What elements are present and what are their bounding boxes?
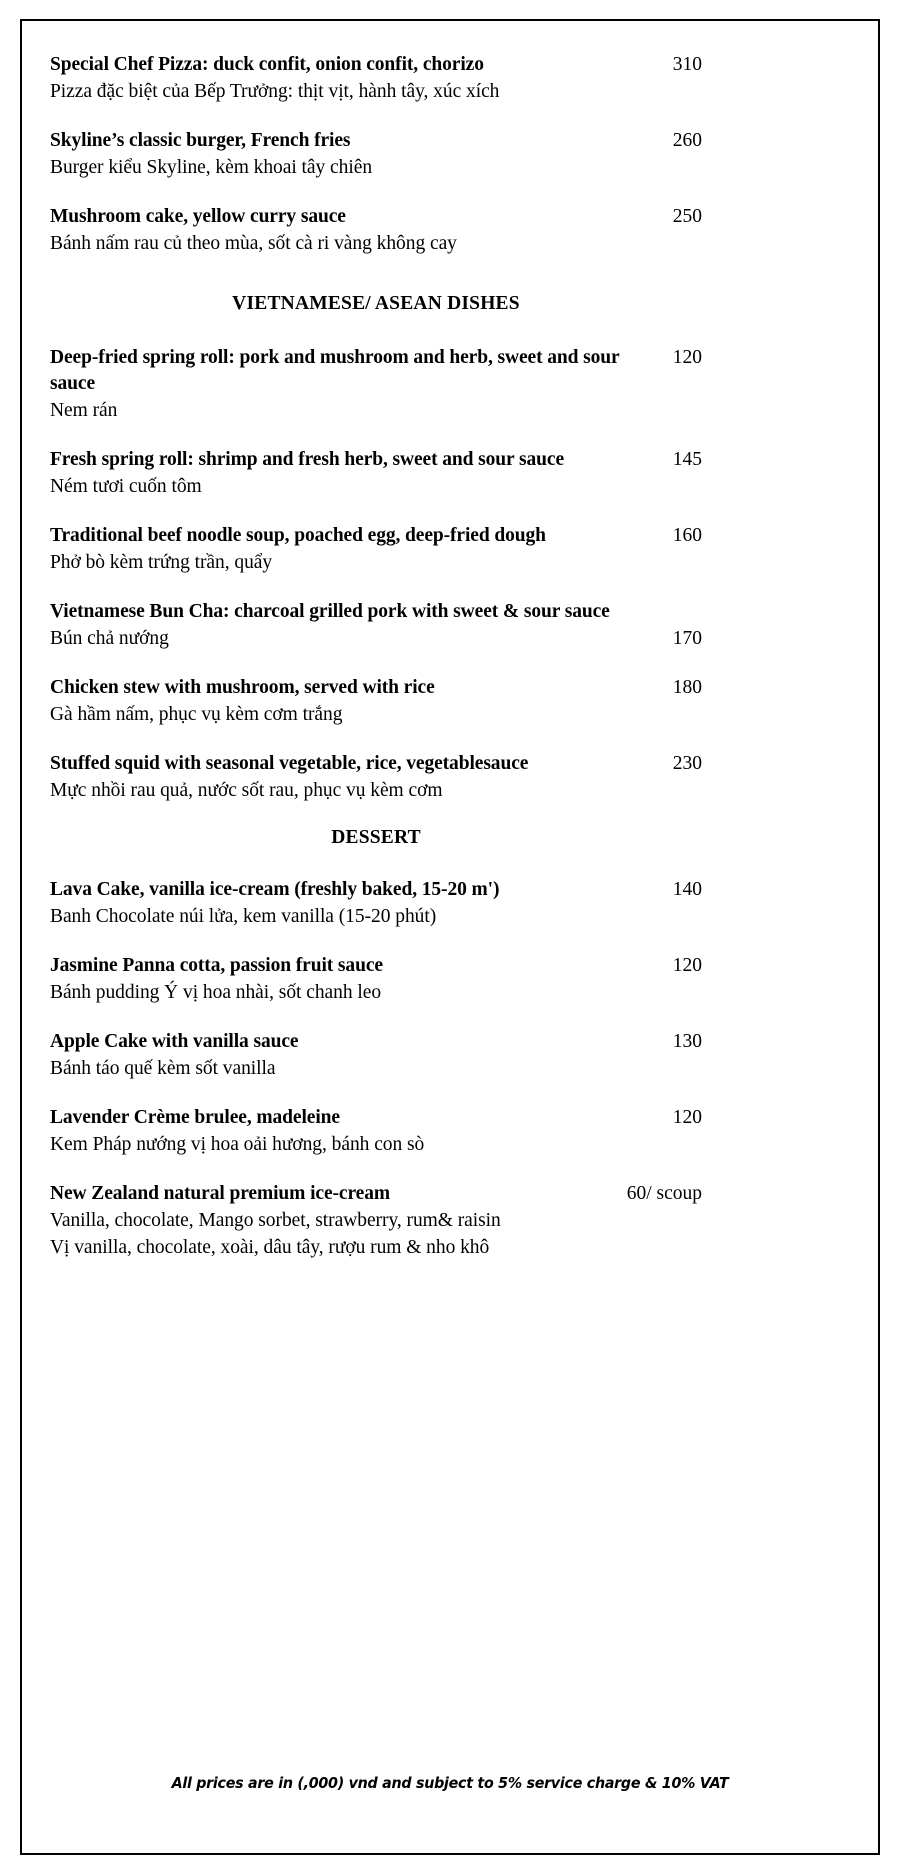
menu-item-description: Banh Chocolate núi lửa, kem vanilla (15-20 phút) bbox=[50, 906, 437, 927]
menu-item bbox=[50, 599, 702, 652]
menu-item-title: Special Chef Pizza: duck confit, onion confit, chorizo bbox=[50, 54, 484, 75]
menu-item-description: Vanilla, chocolate, Mango sorbet, strawberry, rum& raisin bbox=[50, 1210, 501, 1231]
menu-item-price: 250 bbox=[672, 206, 702, 227]
menu-item-title: Vietnamese Bun Cha: charcoal grilled pork with sweet & sour sauce bbox=[50, 601, 610, 622]
menu-item-description: Phở bò kèm trứng trần, quẩy bbox=[50, 552, 273, 573]
menu-item-title: Deep-fried spring roll: pork and mushroom and herb, sweet and sour sauce bbox=[50, 347, 620, 394]
menu-item-title: New Zealand natural premium ice-cream bbox=[50, 1183, 391, 1204]
menu-item-price: 160 bbox=[672, 525, 702, 546]
menu-item-price: 180 bbox=[672, 677, 702, 698]
menu-item bbox=[50, 675, 702, 728]
menu-item-title: Apple Cake with vanilla sauce bbox=[50, 1031, 299, 1052]
menu-item-price: 310 bbox=[672, 54, 702, 75]
menu-item-title-row bbox=[50, 523, 702, 549]
menu-item-price: 120 bbox=[672, 1107, 702, 1128]
menu-item-title: Lava Cake, vanilla ice-cream (freshly baked, 15-20 m') bbox=[50, 879, 500, 900]
menu-item-price: 120 bbox=[672, 347, 702, 368]
menu-item-title-row bbox=[50, 1029, 702, 1055]
menu-item-description: Bánh nấm rau củ theo mùa, sốt cà ri vàng không cay bbox=[50, 233, 457, 254]
menu-item bbox=[50, 1181, 702, 1261]
menu-item-price: 140 bbox=[672, 879, 702, 900]
menu-item-description: Pizza đặc biệt của Bếp Trưởng: thịt vịt, hành tây, xúc xích bbox=[50, 81, 500, 102]
menu-item bbox=[50, 52, 702, 105]
menu-item-title: Traditional beef noodle soup, poached egg, deep-fried dough bbox=[50, 525, 546, 546]
section-heading-vietnamese: VIETNAMESE/ ASEAN DISHES bbox=[232, 293, 520, 314]
menu-item-description-row bbox=[50, 625, 702, 652]
menu-item-title-row bbox=[50, 447, 702, 473]
menu-item-title-row bbox=[50, 204, 702, 230]
menu-item-title-row bbox=[50, 599, 702, 625]
menu-item-title: Skyline’s classic burger, French fries bbox=[50, 130, 351, 151]
menu-item-description: Mực nhồi rau quả, nước sốt rau, phục vụ kèm cơm bbox=[50, 780, 443, 801]
menu-item bbox=[50, 523, 702, 576]
menu-item-title: Jasmine Panna cotta, passion fruit sauce bbox=[50, 955, 383, 976]
menu-item bbox=[50, 128, 702, 181]
menu-item-price: 260 bbox=[672, 130, 702, 151]
menu-item bbox=[50, 1105, 702, 1158]
menu-item-description: Kem Pháp nướng vị hoa oải hương, bánh con sò bbox=[50, 1134, 425, 1155]
menu-item-price: 170 bbox=[672, 628, 702, 649]
menu-item-price: 130 bbox=[672, 1031, 702, 1052]
menu-item-description: Nem rán bbox=[50, 400, 118, 421]
menu-item-description: Bún chả nướng bbox=[50, 628, 169, 649]
menu-item-price: 145 bbox=[672, 449, 702, 470]
menu-item-price: 60/ scoup bbox=[626, 1183, 702, 1204]
menu-item-title-row bbox=[50, 675, 702, 701]
menu-item-title-row bbox=[50, 751, 702, 777]
menu-item-title-row bbox=[50, 953, 702, 979]
section-heading-dessert: DESSERT bbox=[331, 827, 421, 848]
menu-item bbox=[50, 953, 702, 1006]
menu-item-title-row bbox=[50, 1181, 702, 1207]
menu-item-title: Stuffed squid with seasonal vegetable, rice, vegetablesauce bbox=[50, 753, 529, 774]
menu-item-title: Fresh spring roll: shrimp and fresh herb, sweet and sour sauce bbox=[50, 449, 565, 470]
menu-item-description: Ném tươi cuốn tôm bbox=[50, 476, 202, 497]
menu-item-title-row bbox=[50, 345, 702, 397]
price-disclaimer-note: All prices are in (,000) vnd and subject to 5% service charge & 10% VAT bbox=[171, 1774, 729, 1792]
menu-item-title-row bbox=[50, 1105, 702, 1131]
menu-item-description: Burger kiểu Skyline, kèm khoai tây chiên bbox=[50, 157, 373, 178]
menu-item bbox=[50, 447, 702, 500]
menu-item-price: 230 bbox=[672, 753, 702, 774]
menu-item bbox=[50, 751, 702, 804]
menu-item bbox=[50, 1029, 702, 1082]
menu-item-description: Bánh táo quế kèm sốt vanilla bbox=[50, 1058, 276, 1079]
menu-item-description: Gà hầm nấm, phục vụ kèm cơm trắng bbox=[50, 704, 343, 725]
menu-item-title: Lavender Crème brulee, madeleine bbox=[50, 1107, 340, 1128]
menu-item bbox=[50, 877, 702, 930]
menu-item-title: Mushroom cake, yellow curry sauce bbox=[50, 206, 346, 227]
menu-item bbox=[50, 345, 702, 424]
menu-item-description-secondary: Vị vanilla, chocolate, xoài, dâu tây, rượu rum & nho khô bbox=[50, 1237, 490, 1258]
menu-item bbox=[50, 204, 702, 257]
menu-item-description: Bánh pudding Ý vị hoa nhài, sốt chanh leo bbox=[50, 982, 382, 1003]
menu-item-title: Chicken stew with mushroom, served with rice bbox=[50, 677, 435, 698]
menu-item-title-row bbox=[50, 52, 702, 78]
menu-item-price: 120 bbox=[672, 955, 702, 976]
menu-item-title-row bbox=[50, 877, 702, 903]
menu-item-title-row bbox=[50, 128, 702, 154]
menu-content bbox=[50, 52, 702, 1284]
